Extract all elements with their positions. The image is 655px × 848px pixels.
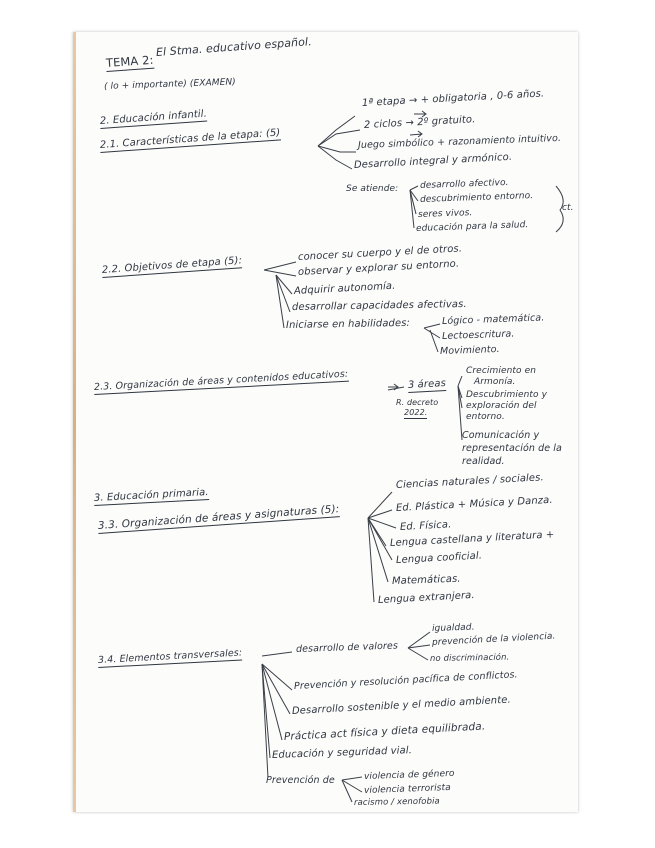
area-item-line: exploración del: [466, 401, 537, 411]
subject-item: Lengua castellana y literatura +: [389, 529, 555, 549]
decree-year: 2022.: [404, 408, 428, 417]
characteristic-item: Juego simbólico + razonamiento intuitivo.: [357, 132, 562, 151]
title-text: El Stma. educativo español.: [155, 35, 313, 59]
se-atiende-item: seres vivos.: [417, 208, 473, 220]
value-item: prevención de la violencia.: [431, 631, 556, 648]
se-atiende-item: educación para la salud.: [415, 220, 529, 234]
transversal-label: 3.4. Elementos transversales:: [97, 647, 243, 666]
skill-item: Lógico - matemática.: [441, 312, 545, 327]
area-item-line: representación de la: [462, 443, 562, 454]
se-atiende-item: descubrimiento entorno.: [419, 191, 534, 205]
prevention-item: racismo / xenofobia: [353, 796, 440, 808]
section-3-heading: 3. Educación primaria.: [93, 487, 209, 504]
transversal-item: Educación y seguridad vial.: [271, 745, 413, 761]
area-item-line: realidad.: [462, 456, 505, 467]
objectives-label: 2.2. Objetivos de etapa (5):: [101, 255, 243, 276]
brace-note: ct.: [562, 203, 574, 213]
objective-item: observar y explorar su entorno.: [297, 258, 460, 278]
characteristic-item: 1ª etapa → + obligatoria , 0-6 años.: [361, 88, 545, 109]
skill-item: Lectoescritura.: [441, 328, 515, 342]
transversal-item: Prevención y resolución pacífica de conflictos.: [293, 669, 518, 692]
transversal-item: Desarrollo sostenible y el medio ambiente.: [291, 694, 512, 717]
prevention-label: Prevención de: [266, 775, 335, 786]
title-label: TEMA 2:: [105, 52, 154, 70]
primary-organization-label: 3.3. Organización de áreas y asignaturas (5):: [97, 503, 340, 532]
area-item-line: Armonía.: [474, 377, 516, 387]
value-item: no discriminación.: [429, 652, 510, 664]
characteristic-item: 2 ciclos → 2º gratuito.: [363, 114, 476, 131]
subject-item: Matemáticas.: [391, 573, 461, 587]
objective-item: conocer su cuerpo y el de otros.: [297, 243, 463, 263]
skill-item: Movimiento.: [439, 343, 500, 357]
objective-item: Adquirir autonomía.: [293, 280, 396, 297]
objective-item: desarrollar capacidades afectivas.: [291, 298, 467, 313]
value-item: igualdad.: [431, 622, 475, 634]
area-item-line: Descubrimiento y: [466, 390, 548, 400]
transversal-item: Práctica act física y dieta equilibrada.: [283, 720, 486, 743]
area-item-line: Comunicación y: [462, 430, 540, 441]
objective-item: Iniciarse en habilidades:: [285, 317, 411, 331]
subject-item: Ciencias naturales / sociales.: [395, 472, 545, 491]
subject-item: Lengua extranjera.: [377, 589, 475, 606]
se-atiende-label: Se atiende:: [346, 184, 399, 194]
decree-label: R. decreto: [396, 398, 439, 407]
se-atiende-item: desarrollo afectivo.: [419, 177, 509, 191]
subject-item: Ed. Física.: [399, 519, 452, 533]
values-label: desarrollo de valores: [295, 640, 399, 655]
characteristic-item: Desarrollo integral y armónico.: [353, 151, 513, 171]
subject-item: Lengua cooficial.: [395, 550, 483, 566]
exam-note: ( lo + importante) (EXAMEN): [103, 77, 237, 92]
prevention-item: violencia de género: [363, 768, 455, 782]
section-2-heading: 2. Educación infantil.: [99, 108, 208, 127]
areas-label: 3 áreas: [407, 378, 447, 391]
prevention-item: violencia terrorista: [363, 782, 451, 796]
area-item-line: Crecimiento en: [466, 366, 537, 376]
area-item-line: entorno.: [466, 412, 505, 422]
characteristics-label: 2.1. Características de la etapa: (5): [99, 127, 281, 151]
subject-item: Ed. Plástica + Música y Danza.: [395, 494, 553, 514]
organization-label: 2.3. Organización de áreas y contenidos educativos:: [93, 368, 349, 393]
